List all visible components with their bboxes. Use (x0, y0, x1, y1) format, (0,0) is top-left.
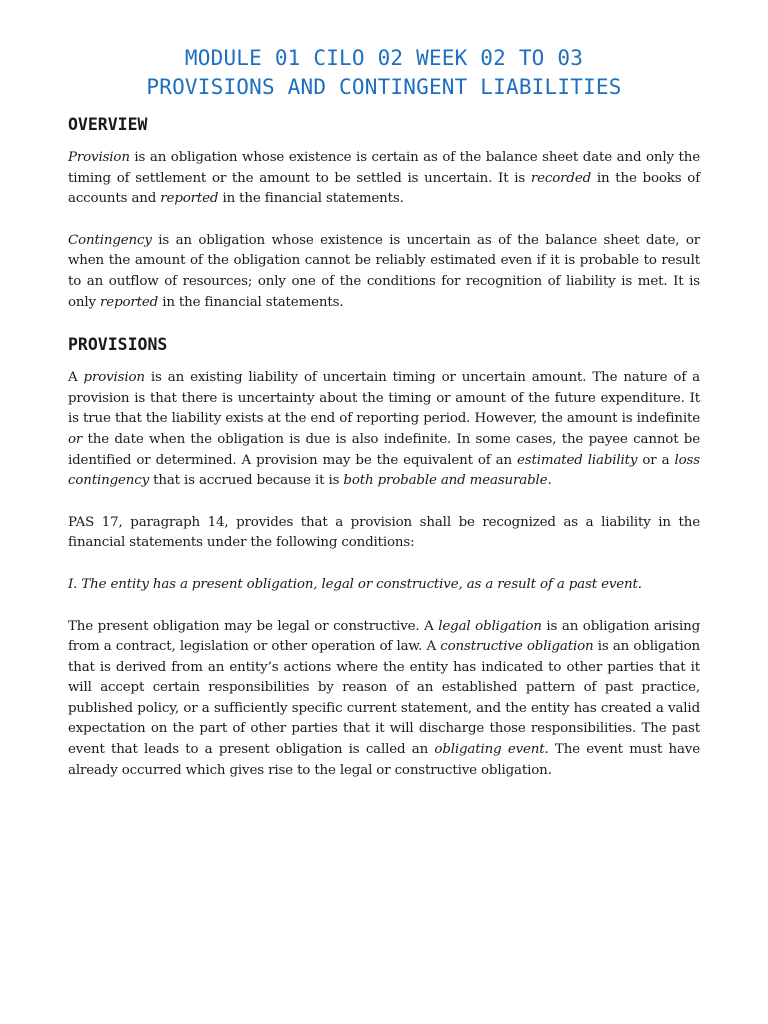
text-run: is an existing liability of uncertain timing or uncertain amount. The nature of a provision is that there is uncertainty about the timing or amount of the future expenditure. It is true that the liability exists at the end of reporting period. However, the amount is indefinite (68, 370, 700, 427)
text-run: that is accrued because it is (149, 473, 344, 489)
text-run: A (68, 370, 84, 386)
text-run: the date when the obligation is due is also indefinite. In some cases, the payee cannot be identified or determined. A provision may be the equivalent of an (68, 431, 700, 468)
term-constructive-obligation: constructive obligation (440, 639, 594, 655)
text-run: The present obligation may be legal or constructive. A (68, 618, 439, 634)
text-run: is an obligation whose existence is certain as of the balance sheet date and only the timing of settlement or the amount to be settled is uncertain. It is (68, 150, 700, 186)
term-reported: reported (160, 191, 219, 207)
text-run: in the financial statements. (218, 191, 404, 207)
title-line-1: MODULE 01 CILO 02 WEEK 02 TO 03 (184, 46, 584, 70)
term-provision: provision (83, 370, 145, 386)
term-provision: Provision (68, 150, 130, 165)
text-run: . (547, 473, 552, 489)
text-run: . The event must have already occurred which gives rise to the legal or constructive obligation. (68, 742, 700, 778)
term-reported: reported (100, 294, 159, 310)
provisions-paragraph-definition (68, 368, 700, 492)
overview-paragraph-contingency (68, 231, 700, 313)
condition-text: I. The entity has a present obligation, legal or constructive, as a result of a past event. (68, 576, 642, 592)
term-obligating-event: obligating event (434, 742, 545, 758)
text-run: is an obligation whose existence is uncertain as of the balance sheet date, or when the amount of the obligation cannot be reliably estimated even if it is probable to result to an outflow of resources; only one of the conditions for recognition of liability is met. It is only (68, 232, 700, 310)
overview-heading: OVERVIEW (68, 115, 148, 134)
text-run: or a (637, 452, 675, 468)
provisions-condition-1 (68, 575, 700, 596)
text-run: is an obligation arising from a contract, legislation or other operation of law. A (68, 618, 700, 655)
term-estimated-liability: estimated liability (517, 452, 638, 468)
text-run: in the books of accounts and (68, 170, 701, 207)
term-loss-contingency: loss contingency (68, 452, 700, 489)
document-title (68, 44, 700, 102)
text-run: is an obligation that is derived from an entity’s actions where the entity has indicated to other parties that it will accept certain responsibilities by reason of an established pattern of past practice, published policy, or a sufficiently specific current statement, and the entity has created a valid expectation on the part of other parties that it will discharge those responsibilities. The past event that leads to a present obligation is called an (68, 639, 701, 758)
term-probable-measurable: both probable and measurable (343, 473, 548, 489)
provisions-paragraph-obligation (68, 617, 700, 782)
term-recorded: recorded (530, 170, 592, 186)
title-line-2: PROVISIONS AND CONTINGENT LIABILITIES (146, 75, 622, 99)
term-or: or (68, 431, 83, 447)
term-legal-obligation: legal obligation (438, 618, 542, 634)
text-run: in the financial statements. (158, 294, 344, 310)
overview-paragraph-provision (68, 148, 700, 210)
provisions-paragraph-pas: PAS 17, paragraph 14, provides that a provision shall be recognized as a liability in the financial statements under the following conditions: (68, 514, 700, 551)
term-contingency: Contingency (68, 232, 152, 248)
provisions-heading: PROVISIONS (68, 335, 168, 355)
